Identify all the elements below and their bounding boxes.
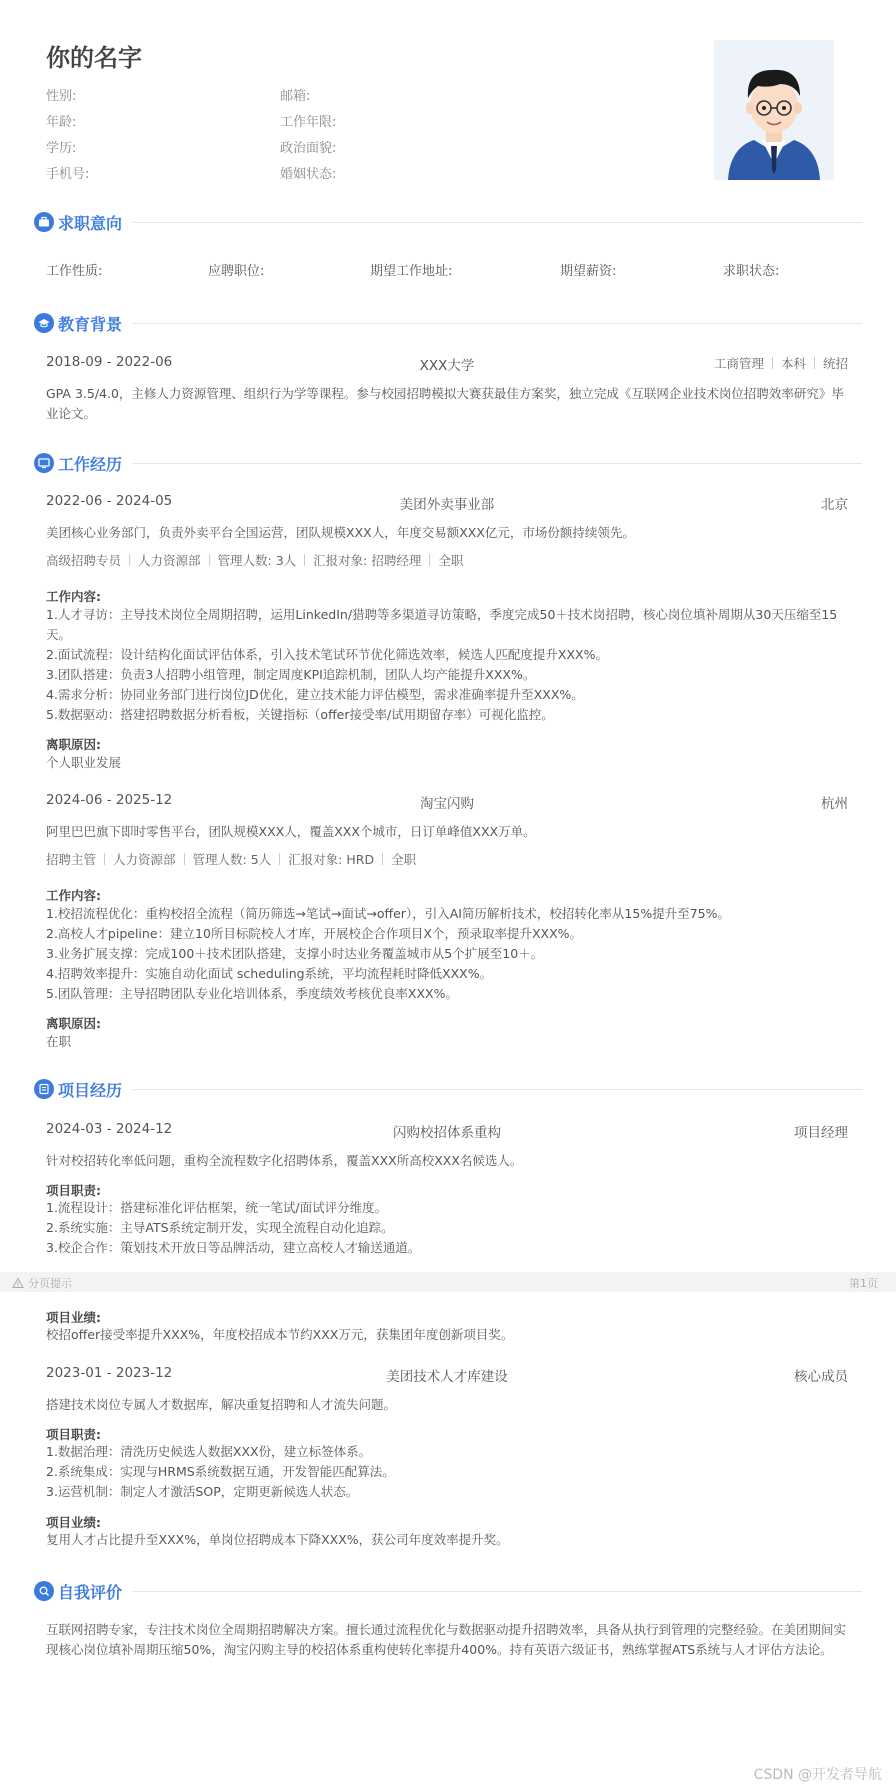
project-description: 针对校招转化率低问题，重构全流程数字化招聘体系，覆盖XXX所高校XXX名候选人。	[46, 1153, 523, 1168]
section-title: 自我评价	[58, 1582, 123, 1602]
work-tag: 人力资源部	[113, 852, 176, 867]
list-item: 5.数据驱动：搭建招聘数据分析看板，关键指标（offer接受率/试用期留存率）可视化监控。	[46, 707, 554, 722]
search-icon	[34, 1581, 54, 1601]
project-role: 项目经理	[794, 1125, 848, 1141]
work-years-field: 工作年限:	[280, 115, 337, 130]
briefcase-icon	[34, 212, 54, 232]
project-result: 复用人才占比提升至XXX%，单岗位招聘成本下降XXX%，获公司年度效率提升奖。	[46, 1532, 509, 1547]
gender-field: 性别:	[46, 89, 77, 104]
degree-tag: 本科	[780, 356, 806, 371]
work-tag: 人力资源部	[138, 553, 201, 568]
phone-field: 手机号:	[46, 167, 90, 182]
section-header-job-intent	[34, 210, 862, 234]
section-divider	[132, 222, 862, 223]
page-break-hint	[12, 1275, 72, 1291]
leave-reason-label: 离职原因:	[46, 737, 101, 752]
work-content-list	[46, 605, 848, 725]
work-tag: 高级招聘专员	[46, 553, 122, 568]
work-tags	[46, 850, 416, 868]
list-item: 2.面试流程：设计结构化面试评估体系，引入技术笔试环节优化筛选效率，候选人匹配度提升XXX%。	[46, 647, 608, 662]
work-tag: 招聘主管	[46, 852, 97, 867]
page-number: 第1页	[849, 1277, 878, 1290]
work-city: 杭州	[821, 796, 848, 812]
project-duty-label: 项目职责:	[46, 1427, 101, 1442]
page-break-label: 分页提示	[28, 1277, 72, 1290]
company-description: 美团核心业务部门，负责外卖平台全国运营，团队规模XXX人，年度交易额XXX亿元，市场份额持续领先。	[46, 525, 635, 540]
project-date: 2023-01 - 2023-12	[46, 1365, 173, 1381]
education-date: 2018-09 - 2022-06	[46, 354, 173, 370]
project-role: 核心成员	[794, 1369, 848, 1385]
list-item: 2.高校人才pipeline：建立10所目标院校人才库，开展校企合作项目X个，预录取率提升XXX%。	[46, 926, 583, 941]
project-result-label: 项目业绩:	[46, 1310, 101, 1325]
section-divider	[132, 1591, 862, 1592]
section-title: 工作经历	[58, 454, 123, 474]
avatar-illustration	[714, 40, 834, 180]
list-item: 1.流程设计：搭建标准化评估框架，统一笔试/面试评分维度。	[46, 1200, 388, 1215]
email-field: 邮箱:	[280, 89, 311, 104]
graduation-cap-icon	[34, 313, 54, 333]
section-divider	[132, 323, 862, 324]
section-header-self-evaluation	[34, 1579, 862, 1603]
work-tag: 汇报对象: 招聘经理	[313, 553, 422, 568]
salary-field: 期望薪资:	[560, 264, 617, 279]
project-result-label: 项目业绩:	[46, 1515, 101, 1530]
work-tag: 全职	[391, 852, 417, 867]
age-field: 年龄:	[46, 115, 77, 130]
education-description: GPA 3.5/4.0，主修人力资源管理、组织行为学等课程。参与校园招聘模拟大赛获最佳方案奖，独立完成《互联网企业技术岗位招聘效率研究》毕业论文。	[46, 386, 844, 421]
list-item: 3.运营机制：制定人才激活SOP，定期更新候选人状态。	[46, 1484, 359, 1499]
work-content-label: 工作内容:	[46, 589, 101, 604]
education-row	[46, 354, 848, 374]
project-name: 美团技术人才库建设	[386, 1369, 508, 1385]
work-tag: 汇报对象: HRD	[288, 852, 375, 867]
section-divider	[132, 1089, 862, 1090]
section-header-projects	[34, 1077, 862, 1101]
list-item: 5.团队管理：主导招聘团队专业化培训体系，季度绩效考核优良率XXX%。	[46, 986, 458, 1001]
leave-reason: 个人职业发展	[46, 755, 122, 770]
avatar	[714, 40, 834, 180]
political-status-field: 政治面貌:	[280, 141, 337, 156]
list-item: 3.业务扩展支撑：完成100＋技术团队搭建，支撑小时达业务覆盖城市从5个扩展至10＋。	[46, 946, 544, 961]
marital-status-field: 婚姻状态:	[280, 167, 337, 182]
work-tag: 管理人数: 3人	[217, 553, 297, 568]
section-title: 项目经历	[58, 1080, 123, 1100]
work-date: 2022-06 - 2024-05	[46, 493, 173, 509]
section-header-work	[34, 451, 862, 475]
project-duty-list	[46, 1442, 848, 1502]
education-level-field: 学历:	[46, 141, 77, 156]
work-tag: 全职	[438, 553, 464, 568]
project-date: 2024-03 - 2024-12	[46, 1121, 173, 1137]
list-item: 1.数据治理：清洗历史候选人数据XXX份，建立标签体系。	[46, 1444, 372, 1459]
work-content-list	[46, 904, 848, 1004]
monitor-icon	[34, 453, 54, 473]
project-duty-label: 项目职责:	[46, 1183, 101, 1198]
warning-icon	[12, 1277, 24, 1289]
leave-reason: 在职	[46, 1034, 72, 1049]
leave-reason-label: 离职原因:	[46, 1016, 101, 1031]
job-status-field: 求职状态:	[723, 264, 780, 279]
watermark: CSDN @开发者导航	[753, 1767, 882, 1783]
work-row	[46, 792, 848, 812]
project-description: 搭建技术岗位专属人才数据库，解决重复招聘和人才流失问题。	[46, 1397, 397, 1412]
company-description: 阿里巴巴旗下即时零售平台，团队规模XXX人，覆盖XXX个城市，日订单峰值XXX万单。	[46, 824, 536, 839]
school-name: XXX大学	[419, 358, 475, 374]
project-result: 校招offer接受率提升XXX%，年度校招成本节约XXX万元，获集团年度创新项目奖。	[46, 1327, 514, 1342]
company-name: 美团外卖事业部	[399, 497, 495, 513]
list-item: 3.校企合作：策划技术开放日等品牌活动，建立高校人才输送通道。	[46, 1240, 421, 1255]
work-city: 北京	[821, 497, 848, 513]
list-item: 2.系统实施：主导ATS系统定制开发，实现全流程自动化追踪。	[46, 1220, 394, 1235]
enrollment-tag: 统招	[822, 356, 848, 371]
list-item: 4.招聘效率提升：实施自动化面试 scheduling系统，平均流程耗时降低XXX%。	[46, 966, 493, 981]
list-item: 2.系统集成：实现与HRMS系统数据互通，开发智能匹配算法。	[46, 1464, 395, 1479]
list-item: 1.校招流程优化：重构校招全流程（简历筛选→笔试→面试→offer），引入AI简历解析技术，校招转化率从15%提升至75%。	[46, 906, 730, 921]
job-intent-row	[46, 260, 848, 280]
company-name: 淘宝闪购	[420, 796, 474, 812]
list-icon	[34, 1079, 54, 1099]
self-evaluation-text: 互联网招聘专家，专注技术岗位全周期招聘解决方案。擅长通过流程优化与数据驱动提升招聘效率，具备从执行到管理的完整经验。在美团期间实现核心岗位填补周期压缩50%，淘宝闪购主导的校招体系重构使转化率提升400%。持有英语六级证书，熟练掌握ATS系统与人才评估方法论。	[46, 1622, 847, 1657]
project-row	[46, 1365, 848, 1385]
list-item: 3.团队搭建：负责3人招聘小组管理，制定周度KPI追踪机制，团队人均产能提升XXX%。	[46, 667, 536, 682]
section-divider	[132, 463, 862, 464]
project-duty-list	[46, 1198, 848, 1258]
job-type-field: 工作性质:	[46, 264, 103, 279]
page-break-bar	[0, 1272, 896, 1292]
work-tags	[46, 551, 463, 569]
work-content-label: 工作内容:	[46, 888, 101, 903]
work-row	[46, 493, 848, 513]
section-title: 教育背景	[58, 314, 123, 334]
location-field: 期望工作地址:	[370, 264, 453, 279]
education-tags	[714, 354, 848, 372]
section-title: 求职意向	[58, 213, 123, 233]
major-tag: 工商管理	[713, 356, 764, 371]
position-field: 应聘职位:	[208, 264, 265, 279]
candidate-name: 你的名字	[46, 44, 142, 72]
section-header-education	[34, 311, 862, 335]
project-row	[46, 1121, 848, 1141]
work-tag: 管理人数: 5人	[192, 852, 272, 867]
project-name: 闪购校招体系重构	[393, 1125, 501, 1141]
work-date: 2024-06 - 2025-12	[46, 792, 173, 808]
list-item: 1.人才寻访：主导技术岗位全周期招聘，运用LinkedIn/猎聘等多渠道寻访策略，季度完成50＋技术岗招聘，核心岗位填补周期从30天压缩至15天。	[46, 607, 838, 642]
list-item: 4.需求分析：协同业务部门进行岗位JD优化，建立技术能力评估模型，需求准确率提升至XXX%。	[46, 687, 584, 702]
